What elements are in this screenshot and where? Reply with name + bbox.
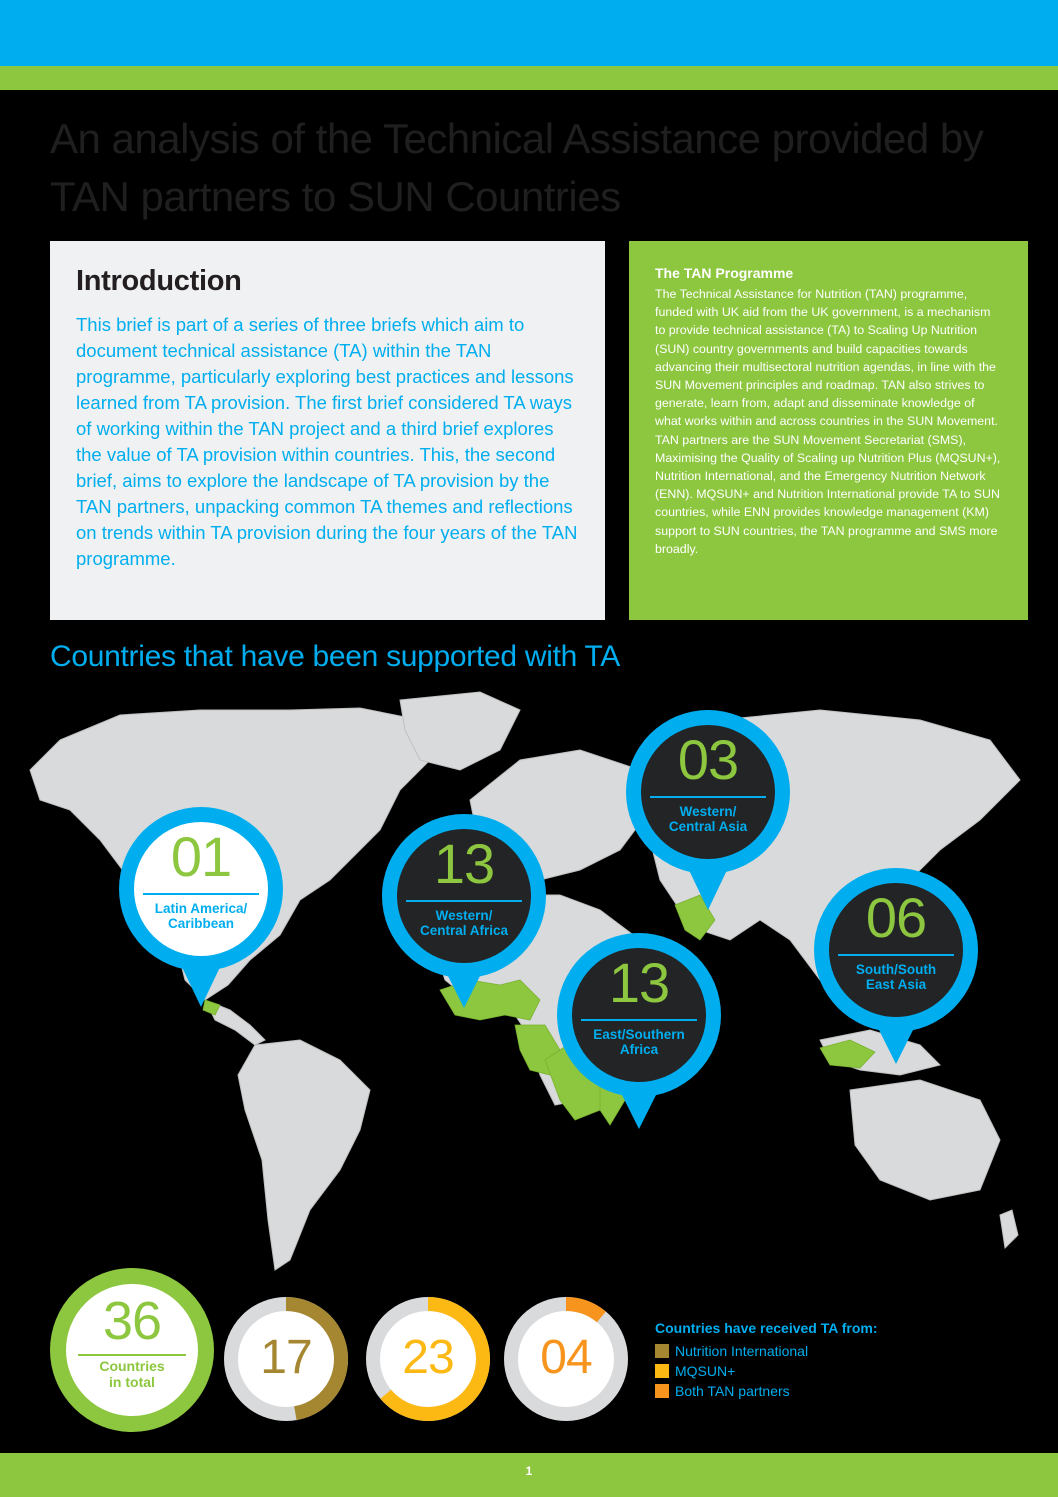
header-green-band [0, 66, 1058, 90]
total-count: 36 [102, 1291, 162, 1351]
legend-item-nutrition-international [655, 1341, 1015, 1361]
legend-item-both-partners [655, 1381, 1015, 1401]
region-pin-east-southern-africa [557, 933, 721, 1097]
page-title: An analysis of the Technical Assistance provided by TAN partners to SUN Countries [50, 115, 984, 220]
region-pin-western-central-asia [626, 710, 790, 874]
mqsun-donut [365, 1296, 491, 1422]
total-countries-donut [50, 1268, 214, 1432]
header-blue-band [0, 0, 1058, 66]
total-divider [78, 1354, 186, 1356]
both-count: 04 [540, 1331, 592, 1384]
introduction-heading: Introduction [76, 265, 242, 297]
legend-swatch [655, 1384, 669, 1398]
region-label: East/Southern Africa [593, 1027, 685, 1057]
map-heading: Countries that have been supported with TA [50, 640, 620, 673]
ta-legend [655, 1320, 1015, 1401]
legend-item-mqsun [655, 1361, 1015, 1381]
region-divider [838, 954, 954, 956]
region-pin-western-central-africa [382, 814, 546, 978]
mqsun-count: 23 [402, 1331, 454, 1384]
legend-swatch [655, 1344, 669, 1358]
tan-programme-body: The Technical Assistance for Nutrition (TAN) programme, funded with UK aid from the UK government, is a mechanism to provide technical assistance (TA) to Scaling Up Nutrition (SUN) country governments and build capacities towards advancing their multisectoral nutrition agendas, in line with the SUN Movement principles and roadmap. TAN also strives to generate, learn from, adapt and disseminate knowledge of what works within and across countries in the SUN Movement. TAN partners are the SUN Movement Secretariat (SMS), Maximising the Quality of Scaling up Nutrition Plus (MQSUN+), Nutrition International, and the Emergency Nutrition Network (ENN). MQSUN+ and Nutrition International provide TA to SUN countries, while ENN provides knowledge management (KM) support to SUN countries, the TAN programme and SMS more broadly. [655, 287, 1001, 556]
introduction-body: This brief is part of a series of three briefs which aim to document technical assistance (TA) within the TAN programme, particularly exploring best practices and lessons learned from TA provision. The first brief considered TA ways of working within the TAN project and a third brief explores the value of TA provision within countries. This, the second brief, aims to explore the landscape of TA provision by the TAN partners, unpacking common TA themes and reflections on trends within TA provision during the four years of the TAN programme. [76, 314, 578, 569]
page-number: 1 [525, 1464, 533, 1478]
region-divider [143, 893, 259, 895]
legend-label: Nutrition International [675, 1343, 809, 1359]
region-divider [650, 796, 766, 798]
map-australia [850, 1080, 1000, 1200]
region-pin-latin-america [119, 807, 283, 971]
legend-label: Both TAN partners [675, 1383, 790, 1399]
region-label: Western/ Central Africa [419, 908, 509, 938]
introduction-box [50, 241, 605, 620]
region-label: Latin America/ Caribbean [154, 901, 248, 931]
total-label: Countries in total [99, 1358, 165, 1390]
region-count: 03 [677, 728, 739, 791]
ni-count: 17 [260, 1331, 312, 1384]
region-count: 13 [433, 832, 495, 895]
region-divider [581, 1019, 697, 1021]
legend-title: Countries have received TA from: [655, 1320, 878, 1336]
map-new-zealand [1000, 1210, 1018, 1248]
both-partners-donut [503, 1296, 629, 1422]
nutrition-international-donut [228, 1296, 344, 1422]
world-map [0, 680, 1058, 1280]
region-label: Western/ Central Asia [668, 804, 748, 834]
map-south-america [238, 1040, 370, 1270]
tan-programme-heading: The TAN Programme [655, 265, 794, 281]
region-label: South/South East Asia [855, 962, 937, 992]
legend-label: MQSUN+ [675, 1363, 736, 1379]
region-count: 13 [608, 951, 670, 1014]
legend-swatch [655, 1364, 669, 1378]
region-divider [406, 900, 522, 902]
tan-programme-box [629, 241, 1028, 620]
region-count: 06 [865, 886, 927, 949]
region-count: 01 [170, 825, 232, 888]
region-pin-south-southeast-asia [814, 868, 978, 1032]
